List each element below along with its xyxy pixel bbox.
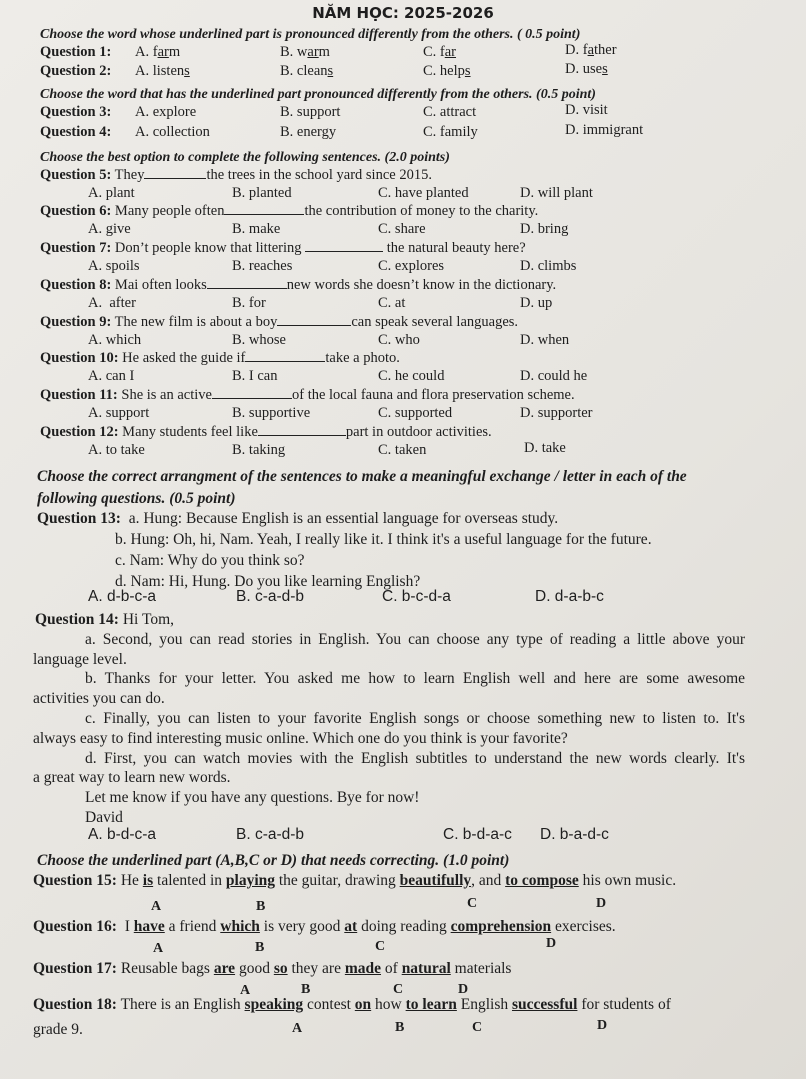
label-b: B	[255, 940, 265, 955]
question-7-options	[40, 258, 780, 276]
stem-start: Mai often looks	[111, 277, 207, 293]
sentence-part: I	[116, 918, 134, 935]
letter-greeting: Hi Tom,	[118, 611, 175, 628]
question-label: Question 13:	[37, 510, 121, 527]
sentence-part: is very good	[259, 918, 345, 935]
label-d: D	[597, 1018, 608, 1033]
question-label: Question 7:	[40, 240, 112, 256]
stem-end: the contribution of money to the charity.	[304, 203, 539, 219]
sentence-part: doing reading	[357, 918, 451, 935]
question-9-options	[40, 332, 780, 350]
label-b: B	[395, 1020, 405, 1035]
question-8-stem	[40, 277, 556, 294]
option-b: B. whose	[232, 332, 286, 348]
question-6-stem	[40, 203, 538, 220]
sentence-part: a friend	[164, 918, 221, 935]
question-label: Question 15:	[33, 872, 117, 889]
stem-start: She is an active	[117, 387, 212, 403]
question-label: Question 5:	[40, 167, 112, 183]
underlined-part-b: playing	[225, 872, 275, 889]
option-a: A. spoils	[88, 258, 140, 274]
sentence-part: There is an English	[116, 996, 245, 1013]
stem-start: Many people often	[111, 203, 225, 219]
question-label: Question 14:	[35, 611, 119, 628]
answer-blank	[224, 203, 304, 215]
question-label: Question 8:	[40, 277, 112, 293]
label-b: B	[256, 899, 266, 914]
option-c: C. taken	[378, 442, 427, 458]
section-2-heading: Choose the word that has the underlined part pronounced differently from the others. (0.5 point)	[40, 87, 596, 102]
option-c: C. he could	[378, 368, 445, 384]
letter-para-c-cont: always easy to find interesting music online. Which one do you think is your favorite?	[33, 729, 568, 747]
option-a: A. can I	[88, 368, 135, 384]
question-label: Question 9:	[40, 314, 112, 330]
option-b: B. I can	[232, 368, 278, 384]
underlined-part-c: at	[344, 918, 358, 935]
option-b: B. c-a-d-b	[236, 826, 305, 843]
option-d: D. uses	[565, 61, 608, 77]
question-label: Question 6:	[40, 203, 112, 219]
question-label: Question 11:	[40, 387, 118, 403]
question-9-stem	[40, 314, 518, 331]
option-b: B. supportive	[232, 405, 311, 421]
question-label: Question 12:	[40, 424, 119, 440]
option-c: C. at	[378, 295, 406, 311]
section-4-heading-line-2: following questions. (0.5 point)	[37, 490, 236, 507]
option-d: D. up	[520, 295, 553, 311]
question-13-options	[40, 588, 780, 608]
underlined-part-a: speaking	[244, 996, 304, 1013]
sentence-part: He	[116, 872, 143, 889]
question-7-stem	[40, 240, 526, 257]
option-c: C. explores	[378, 258, 445, 274]
question-13-line-a	[37, 508, 652, 529]
option-d: D. climbs	[520, 258, 577, 274]
sentence-part: the guitar, drawing	[275, 872, 400, 889]
dialogue-line: b. Hung: Oh, hi, Nam. Yeah, I really like it. I think it's a useful language for the future.	[115, 531, 652, 548]
option-c: C. have planted	[378, 185, 469, 201]
question-11-options	[40, 405, 780, 423]
question-label: Question 18:	[33, 996, 117, 1013]
dialogue-line: c. Nam: Why do you think so?	[115, 552, 305, 569]
section-1-heading: Choose the word whose underlined part is pronounced differently from the others. ( 0.5 point)	[40, 27, 581, 42]
answer-blank	[258, 424, 346, 436]
question-18-line-2: grade 9.	[33, 1021, 83, 1038]
letter-para-d-cont: a great way to learn new words.	[33, 769, 231, 787]
underlined-part-b: which	[220, 918, 260, 935]
section-4-heading	[37, 466, 687, 510]
option-d: D. visit	[565, 102, 608, 118]
stem-start: Many students feel like	[118, 424, 258, 440]
sentence-part: talented in	[153, 872, 226, 889]
option-d: D. immigrant	[565, 122, 644, 138]
sentence-part: English	[456, 996, 512, 1013]
option-a: A. explore	[135, 104, 197, 120]
underlined-part-d: comprehension	[450, 918, 552, 935]
question-12-stem	[40, 424, 492, 441]
option-d: D. will plant	[520, 185, 593, 201]
option-b: B. reaches	[232, 258, 293, 274]
dialogue-line: a. Hung: Because English is an essential language for overseas study.	[128, 510, 559, 527]
section-3-heading: Choose the best option to complete the following sentences. (2.0 points)	[40, 150, 450, 165]
option-c: C. supported	[378, 405, 453, 421]
label-d: D	[596, 896, 607, 911]
label-a: A	[240, 983, 251, 998]
stem-end: of the local fauna and flora preservation scheme.	[291, 387, 575, 403]
question-label: Question 2:	[40, 63, 112, 79]
question-label: Question 17:	[33, 960, 117, 977]
sentence-part: they are	[287, 960, 345, 977]
letter-para-d: d. First, you can watch movies with the English subtitles to understand the new words clearly. It's	[85, 749, 745, 767]
option-a: A. b-d-c-a	[88, 826, 157, 843]
label-c: C	[467, 896, 478, 911]
option-a: A. to take	[88, 442, 145, 458]
question-1	[40, 44, 780, 62]
option-d: D. d-a-b-c	[535, 588, 604, 605]
stem-end: take a photo.	[325, 350, 400, 366]
option-d: D. b-a-d-c	[540, 826, 609, 843]
option-b: B. taking	[232, 442, 286, 458]
question-2	[40, 63, 780, 81]
option-b: B. make	[232, 221, 281, 237]
option-a: A. give	[88, 221, 131, 237]
option-d: D. could he	[520, 368, 588, 384]
label-a: A	[151, 899, 162, 914]
option-a: A. support	[88, 405, 150, 421]
option-a: A. collection	[135, 124, 210, 140]
sentence-part: good	[235, 960, 274, 977]
answer-blank	[207, 277, 287, 289]
answer-blank	[277, 314, 351, 326]
stem-end: the trees in the school yard since 2015.	[206, 167, 432, 183]
answer-blank	[212, 387, 292, 399]
question-13	[37, 508, 652, 592]
underlined-part-c: to learn	[405, 996, 457, 1013]
underlined-part-c: made	[344, 960, 382, 977]
option-b: B. warm	[280, 44, 330, 60]
question-18	[33, 996, 671, 1014]
option-a: A. which	[88, 332, 142, 348]
option-d: D. father	[565, 42, 617, 58]
option-b: B. energy	[280, 124, 337, 140]
stem-end: can speak several languages.	[351, 314, 519, 330]
stem-start: The new film is about a boy	[111, 314, 278, 330]
question-14-options	[40, 826, 780, 846]
underlined-part-b: so	[273, 960, 288, 977]
page-title: NĂM HỌC: 2025-2026	[312, 4, 494, 22]
sentence-part: Reusable bags	[116, 960, 214, 977]
underlined-part-d: natural	[401, 960, 451, 977]
question-14	[33, 610, 745, 828]
option-a: A. listens	[135, 63, 190, 79]
question-11-stem	[40, 387, 575, 404]
question-10-options	[40, 368, 780, 386]
sentence-part: materials	[450, 960, 512, 977]
option-b: B. cleans	[280, 63, 334, 79]
option-d: D. take	[524, 440, 566, 456]
option-b: B. for	[232, 295, 266, 311]
option-c: C. far	[423, 44, 457, 60]
dialogue-line: d. Nam: Hi, Hung. Do you like learning English?	[115, 573, 421, 590]
question-10-stem	[40, 350, 400, 367]
answer-blank	[305, 240, 383, 252]
stem-end: the natural beauty here?	[386, 240, 526, 256]
option-a: A. after	[88, 295, 136, 311]
option-c: C. attract	[423, 104, 477, 120]
question-17	[33, 960, 511, 978]
question-6-options	[40, 221, 780, 239]
stem-end: new words she doesn’t know in the dictionary.	[286, 277, 557, 293]
sentence-part: his own music.	[578, 872, 677, 889]
underlined-part-d: successful	[511, 996, 578, 1013]
underlined-part-c: beautifully	[399, 872, 472, 889]
letter-para-c: c. Finally, you can listen to your favorite English songs or choose something new to listen to. It's	[85, 709, 745, 727]
option-c: C. b-d-a-c	[443, 826, 512, 843]
stem-start: He asked the guide if	[118, 350, 246, 366]
option-d: D. bring	[520, 221, 569, 237]
option-b: B. support	[280, 104, 341, 120]
question-label: Question 4:	[40, 124, 112, 140]
label-d: D	[458, 982, 469, 997]
label-b: B	[301, 982, 311, 997]
letter-greeting-line	[33, 610, 745, 630]
question-4	[40, 124, 780, 142]
label-a: A	[153, 941, 164, 956]
question-5-options	[40, 185, 780, 203]
question-3	[40, 104, 780, 122]
section-5-heading: Choose the underlined part (A,B,C or D) that needs correcting. (1.0 point)	[37, 852, 510, 869]
underlined-part-a: is	[142, 872, 154, 889]
option-b: B. c-a-d-b	[236, 588, 305, 605]
answer-blank	[144, 167, 206, 179]
question-8-options	[40, 295, 780, 313]
question-label: Question 1:	[40, 44, 112, 60]
option-b: B. planted	[232, 185, 292, 201]
letter-para-b-cont: activities you can do.	[33, 690, 165, 708]
underlined-part-b: on	[354, 996, 372, 1013]
stem-start: Don’t people know that littering	[111, 240, 302, 256]
letter-closing: Let me know if you have any questions. Bye for now!	[85, 789, 420, 807]
option-c: C. b-c-d-a	[382, 588, 451, 605]
question-label: Question 16:	[33, 918, 117, 935]
question-16	[33, 918, 616, 936]
question-label: Question 10:	[40, 350, 119, 366]
underlined-part-d: to compose	[505, 872, 579, 889]
sentence-part: contest	[303, 996, 355, 1013]
stem-end: part in outdoor activities.	[345, 424, 492, 440]
sentence-part: for students of	[577, 996, 671, 1013]
option-c: C. who	[378, 332, 420, 348]
label-a: A	[292, 1021, 303, 1036]
sentence-part: how	[371, 996, 406, 1013]
option-c: C. helps	[423, 63, 471, 79]
underlined-part-a: have	[133, 918, 165, 935]
sentence-part: exercises.	[551, 918, 616, 935]
label-c: C	[472, 1020, 483, 1035]
letter-para-b: b. Thanks for your letter. You asked me how to learn English well and here are some awesome	[85, 670, 745, 688]
answer-blank	[245, 350, 325, 362]
label-d: D	[546, 936, 557, 951]
sentence-part: of	[381, 960, 402, 977]
underlined-part-a: are	[213, 960, 236, 977]
option-a: A. d-b-c-a	[88, 588, 157, 605]
stem-start: They	[111, 167, 145, 183]
option-d: D. when	[520, 332, 570, 348]
label-c: C	[393, 982, 404, 997]
sentence-part: , and	[471, 872, 506, 889]
label-c: C	[375, 939, 386, 954]
section-4-heading-line-1: Choose the correct arrangment of the sentences to make a meaningful exchange / letter in each of the	[37, 468, 687, 485]
option-a: A. farm	[135, 44, 181, 60]
option-c: C. share	[378, 221, 426, 237]
option-c: C. family	[423, 124, 478, 140]
option-d: D. supporter	[520, 405, 593, 421]
question-label: Question 3:	[40, 104, 112, 120]
letter-para-a: a. Second, you can read stories in English. You can choose any type of reading a little above your	[85, 630, 745, 648]
letter-para-a-cont: language level.	[33, 650, 127, 668]
question-15	[33, 872, 676, 890]
question-5-stem	[40, 167, 432, 184]
letter-signature: David	[85, 808, 123, 826]
option-a: A. plant	[88, 185, 135, 201]
question-12-options	[40, 442, 780, 460]
